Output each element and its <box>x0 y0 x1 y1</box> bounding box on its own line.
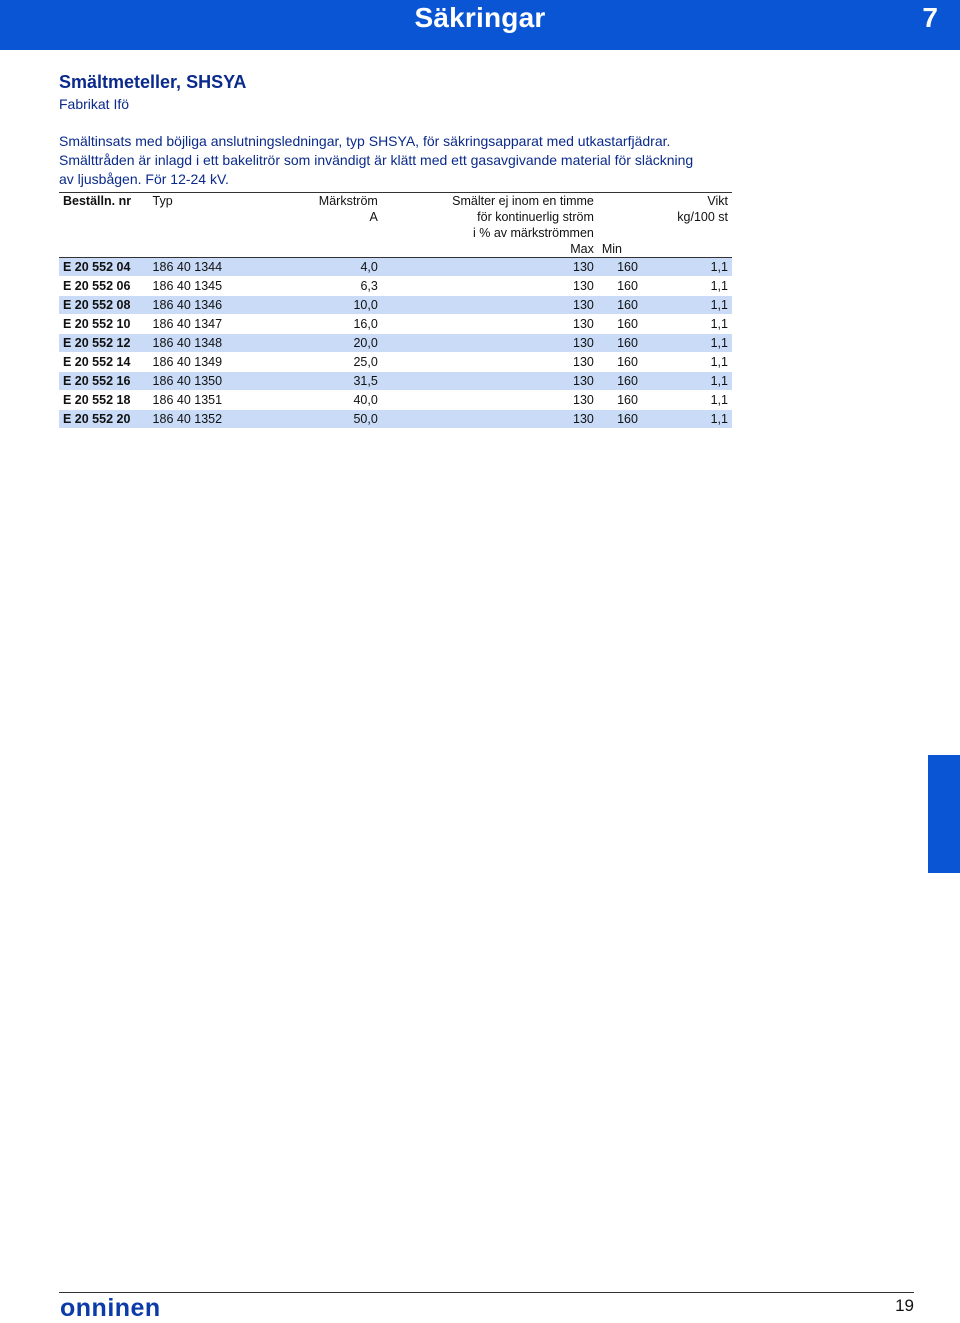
max-value: 130 <box>382 258 598 277</box>
min-value: 160 <box>598 372 642 391</box>
min-value: 160 <box>598 258 642 277</box>
table-row <box>59 372 732 391</box>
min-value: 160 <box>598 353 642 372</box>
max-value: 130 <box>382 372 598 391</box>
description-line: Smältinsats med böjliga anslutningsledningar, typ SHSYA, för säkringsapparat med utkastarfjädrar. <box>59 133 671 149</box>
header-min: Min <box>598 241 642 258</box>
weight-value: 1,1 <box>642 315 732 334</box>
order-number: E 20 552 16 <box>59 372 149 391</box>
onninen-logo: onninen <box>60 1294 161 1322</box>
max-value: 130 <box>382 315 598 334</box>
table-row <box>59 277 732 296</box>
header-melt-line3: i % av märkströmmen <box>473 226 594 240</box>
weight-value: 1,1 <box>642 277 732 296</box>
rated-current-value: 6,3 <box>266 277 382 296</box>
weight-value: 1,1 <box>642 296 732 315</box>
table-row <box>59 391 732 410</box>
type-number: 186 40 1352 <box>149 410 267 429</box>
header-melt-line1: Smälter ej inom en timme <box>382 193 598 210</box>
type-number: 186 40 1347 <box>149 315 267 334</box>
type-number: 186 40 1349 <box>149 353 267 372</box>
table-row <box>59 410 732 429</box>
rated-current-value: 10,0 <box>266 296 382 315</box>
rated-current-value: 40,0 <box>266 391 382 410</box>
rated-current-value: 4,0 <box>266 258 382 277</box>
product-description <box>59 132 739 189</box>
header-max: Max <box>382 241 598 258</box>
weight-value: 1,1 <box>642 410 732 429</box>
header-bar <box>0 0 960 50</box>
rated-current-value: 16,0 <box>266 315 382 334</box>
spec-table <box>59 192 732 429</box>
description-line: av ljusbågen. För 12-24 kV. <box>59 171 229 187</box>
footer-divider <box>59 1292 914 1293</box>
min-value: 160 <box>598 334 642 353</box>
rated-current-value: 25,0 <box>266 353 382 372</box>
min-value: 160 <box>598 277 642 296</box>
header-type: Typ <box>149 193 267 210</box>
rated-current-value: 20,0 <box>266 334 382 353</box>
max-value: 130 <box>382 277 598 296</box>
max-value: 130 <box>382 334 598 353</box>
min-value: 160 <box>598 391 642 410</box>
weight-value: 1,1 <box>642 391 732 410</box>
min-value: 160 <box>598 410 642 429</box>
page-header-title: Säkringar <box>414 2 546 33</box>
manufacturer: Fabrikat Ifö <box>59 96 130 112</box>
header-rated-current: Märkström <box>266 193 382 210</box>
header-rated-current-unit: A <box>369 210 378 224</box>
max-value: 130 <box>382 391 598 410</box>
order-number: E 20 552 10 <box>59 315 149 334</box>
type-number: 186 40 1344 <box>149 258 267 277</box>
order-number: E 20 552 06 <box>59 277 149 296</box>
type-number: 186 40 1345 <box>149 277 267 296</box>
max-value: 130 <box>382 353 598 372</box>
chapter-number: 7 <box>922 2 938 33</box>
table-row <box>59 353 732 372</box>
chapter-side-tab <box>928 755 960 873</box>
order-number: E 20 552 20 <box>59 410 149 429</box>
section-title: Smältmeteller, SHSYA <box>59 72 247 92</box>
order-number: E 20 552 04 <box>59 258 149 277</box>
table-row <box>59 296 732 315</box>
type-number: 186 40 1350 <box>149 372 267 391</box>
header-weight-unit: kg/100 st <box>677 210 728 224</box>
table-row <box>59 315 732 334</box>
table-row <box>59 334 732 353</box>
max-value: 130 <box>382 410 598 429</box>
page-number: 19 <box>895 1296 914 1315</box>
weight-value: 1,1 <box>642 353 732 372</box>
weight-value: 1,1 <box>642 334 732 353</box>
order-number: E 20 552 14 <box>59 353 149 372</box>
order-number: E 20 552 08 <box>59 296 149 315</box>
description-line: Smälttråden är inlagd i ett bakelitrör som invändigt är klätt med ett gasavgivande material för släckning <box>59 152 694 168</box>
order-number: E 20 552 12 <box>59 334 149 353</box>
min-value: 160 <box>598 315 642 334</box>
weight-value: 1,1 <box>642 258 732 277</box>
min-value: 160 <box>598 296 642 315</box>
type-number: 186 40 1348 <box>149 334 267 353</box>
type-number: 186 40 1346 <box>149 296 267 315</box>
rated-current-value: 31,5 <box>266 372 382 391</box>
order-number: E 20 552 18 <box>59 391 149 410</box>
header-melt-line2: för kontinuerlig ström <box>477 210 594 224</box>
weight-value: 1,1 <box>642 372 732 391</box>
type-number: 186 40 1351 <box>149 391 267 410</box>
header-order-no: Beställn. nr <box>59 193 149 210</box>
header-weight: Vikt <box>642 193 732 210</box>
table-row <box>59 258 732 277</box>
max-value: 130 <box>382 296 598 315</box>
rated-current-value: 50,0 <box>266 410 382 429</box>
